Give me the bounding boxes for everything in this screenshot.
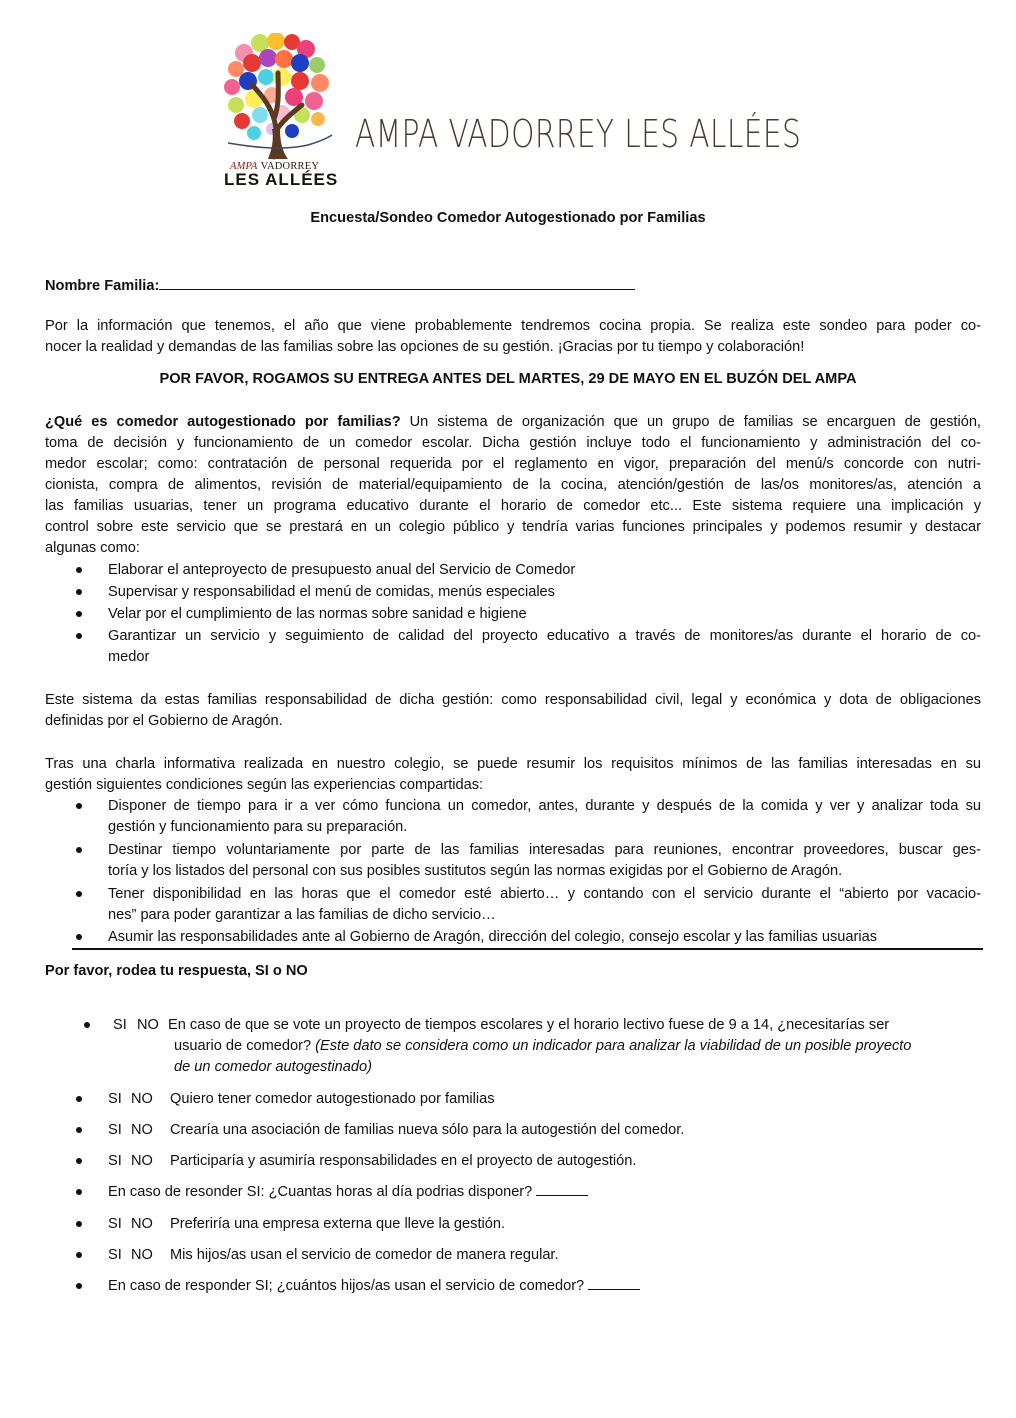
q5-row — [108, 1182, 588, 1203]
q6-no-option[interactable]: NO — [131, 1216, 153, 1232]
bullet-icon — [76, 1252, 84, 1260]
bullet-icon — [76, 934, 84, 942]
definition-lead: ¿Qué es comedor autogestionado por familias? — [45, 414, 401, 430]
requirements-line: gestión siguientes condiciones según las experiencias compartidas: — [45, 777, 484, 793]
logo-tagline-ampa: AMPA — [230, 161, 258, 172]
logo-wave-icon — [222, 133, 340, 153]
q1-note: (Este dato se considera como un indicador para analizar la viabilidad de un posible proyecto — [315, 1038, 912, 1054]
survey-instruction: Por favor, rodea tu respuesta, SI o NO — [45, 963, 308, 979]
document-title: Encuesta/Sondeo Comedor Autogestionado por Familias — [310, 210, 706, 226]
q1-text-continued: usuario de comedor? (Este dato se considera como un indicador para analizar la viabilidad de un posible proyecto — [174, 1038, 912, 1054]
bullet-icon — [76, 847, 84, 855]
function-item: Elaborar el anteproyecto de presupuesto anual del Servicio de Comedor — [108, 562, 576, 578]
q4-text: Participaría y asumiría responsabilidades en el proyecto de autogestión. — [170, 1153, 637, 1169]
intro-line: Por la información que tenemos, el año que viene probablemente tendremos cocina propia. Se realiza este sondeo para poder co- — [45, 318, 981, 334]
q3-no-option[interactable]: NO — [131, 1122, 153, 1138]
q2-si-option[interactable]: SI — [108, 1091, 122, 1107]
q8-row — [108, 1276, 640, 1297]
logo-tagline-vadorrey: VADORREY — [260, 161, 320, 172]
function-item: Supervisar y responsabilidad el menú de comidas, menús especiales — [108, 584, 555, 600]
q7-text: Mis hijos/as usan el servicio de comedor de manera regular. — [170, 1247, 559, 1263]
q3-si-option[interactable]: SI — [108, 1122, 122, 1138]
q7-no-option[interactable]: NO — [131, 1247, 153, 1263]
q8-text: En caso de responder SI; ¿cuántos hijos/as usan el servicio de comedor? — [108, 1278, 585, 1294]
responsibility-line: definidas por el Gobierno de Aragón. — [45, 713, 283, 729]
function-item: Garantizar un servicio y seguimiento de calidad del proyecto educativo a través de monitores/as durante el horario de co- — [108, 628, 981, 644]
intro-line: nocer la realidad y demandas de las familias sobre las opciones de su gestión. ¡Gracias por tu tiempo y colaboración! — [45, 339, 805, 355]
q1-no-option[interactable]: NO — [137, 1017, 159, 1033]
q6-si-option[interactable]: SI — [108, 1216, 122, 1232]
family-name-blank-line[interactable] — [159, 275, 635, 290]
definition-line: control sobre este servicio que se prestará en un colegio público y tendría varias funciones principales y podemos resumir y destacar — [45, 519, 981, 535]
requirement-item: Destinar tiempo voluntariamente por parte de las familias interesadas para reuniones, encontrar proveedores, buscar ges- — [108, 842, 981, 858]
responsibility-line: Este sistema da estas familias responsabilidad de dicha gestión: como responsabilidad civil, legal y económica y dota de obligaciones — [45, 692, 981, 708]
q5-hours-blank[interactable] — [536, 1183, 588, 1196]
definition-line: las familias usuarias, tener un programa educativo durante el horario de comedor etc... Este sistema requiere una implicación y — [45, 498, 981, 514]
deadline-notice: POR FAVOR, ROGAMOS SU ENTREGA ANTES DEL MARTES, 29 DE MAYO EN EL BUZÓN DEL AMPA — [159, 371, 857, 387]
q4-no-option[interactable]: NO — [131, 1153, 153, 1169]
bullet-icon — [76, 1158, 84, 1166]
definition-line: toma de decisión y funcionamiento de un comedor escolar. Dicha gestión incluye todo el funcionamiento y administración del co- — [45, 435, 981, 451]
q2-text: Quiero tener comedor autogestionado por familias — [170, 1091, 495, 1107]
bullet-icon — [76, 633, 84, 641]
bullet-icon — [84, 1022, 92, 1030]
q1-note-continued: de un comedor autogestinado) — [174, 1059, 372, 1075]
family-name-field[interactable] — [45, 275, 635, 294]
requirement-item-continued: nes” para poder garantizar a las familias de dicho servicio… — [108, 907, 496, 923]
requirements-line: Tras una charla informativa realizada en nuestro colegio, se puede resumir los requisitos mínimos de las familias interesadas en su — [45, 756, 981, 772]
q1-si-option[interactable]: SI — [113, 1017, 127, 1033]
bullet-icon — [76, 803, 84, 811]
function-item: Velar por el cumplimiento de las normas sobre sanidad e higiene — [108, 606, 527, 622]
definition-line: ¿Qué es comedor autogestionado por familias? Un sistema de organización que un grupo de familias se encarguen de gestión, — [45, 414, 981, 430]
bullet-icon — [76, 589, 84, 597]
q5-text: En caso de resonder SI: ¿Cuantas horas al día podrias disponer? — [108, 1184, 533, 1200]
bullet-icon — [76, 1221, 84, 1229]
requirement-item: Tener disponibilidad en las horas que el comedor esté abierto… y contando con el servicio durante el “abierto por vacacio- — [108, 886, 981, 902]
requirement-item-continued: gestión y funcionamiento para su preparación. — [108, 819, 408, 835]
q8-children-blank[interactable] — [588, 1277, 640, 1290]
bullet-icon — [76, 567, 84, 575]
q1-text: En caso de que se vote un proyecto de tiempos escolares y el horario lectivo fuese de 9 a 14, ¿necesitarías ser — [168, 1017, 890, 1033]
requirement-item: Disponer de tiempo para ir a ver cómo funciona un comedor, antes, durante y después de la comida y ver y analizar toda su — [108, 798, 981, 814]
bullet-icon — [76, 611, 84, 619]
function-item-continued: medor — [108, 649, 150, 665]
family-name-label: Nombre Familia: — [45, 278, 160, 294]
definition-line: medor escolar; como: contratación de personal requerida por el reglamento en vigor, preparación del menú/s concorde con nutri- — [45, 456, 981, 472]
bullet-icon — [76, 1189, 84, 1197]
requirement-item-continued: toría y los listados del personal con sus posibles sustitutos según las normas exigidas por el Gobierno de Aragón. — [108, 863, 843, 879]
q7-si-option[interactable]: SI — [108, 1247, 122, 1263]
q4-si-option[interactable]: SI — [108, 1153, 122, 1169]
section-divider — [72, 948, 983, 950]
definition-line: algunas como: — [45, 540, 140, 556]
bullet-icon — [76, 1096, 84, 1104]
organization-name: AMPA VADORREY LES ALLÉES — [355, 112, 802, 156]
requirement-item: Asumir las responsabilidades ante al Gobierno de Aragón, dirección del colegio, consejo escolar y las familias usuarias — [108, 929, 878, 945]
bullet-icon — [76, 1283, 84, 1291]
q3-text: Crearía una asociación de familias nueva sólo para la autogestión del comedor. — [170, 1122, 685, 1138]
definition-line: cionista, compra de alimentos, revisión de material/equipamiento de la cocina, atención/gestión de las/os monitores/as, atención a — [45, 477, 981, 493]
bullet-icon — [76, 1127, 84, 1135]
bullet-icon — [76, 891, 84, 899]
logo-tagline-les-allees: LES ALLÉES — [224, 170, 339, 189]
q6-text: Preferiría una empresa externa que lleve la gestión. — [170, 1216, 506, 1232]
q2-no-option[interactable]: NO — [131, 1091, 153, 1107]
